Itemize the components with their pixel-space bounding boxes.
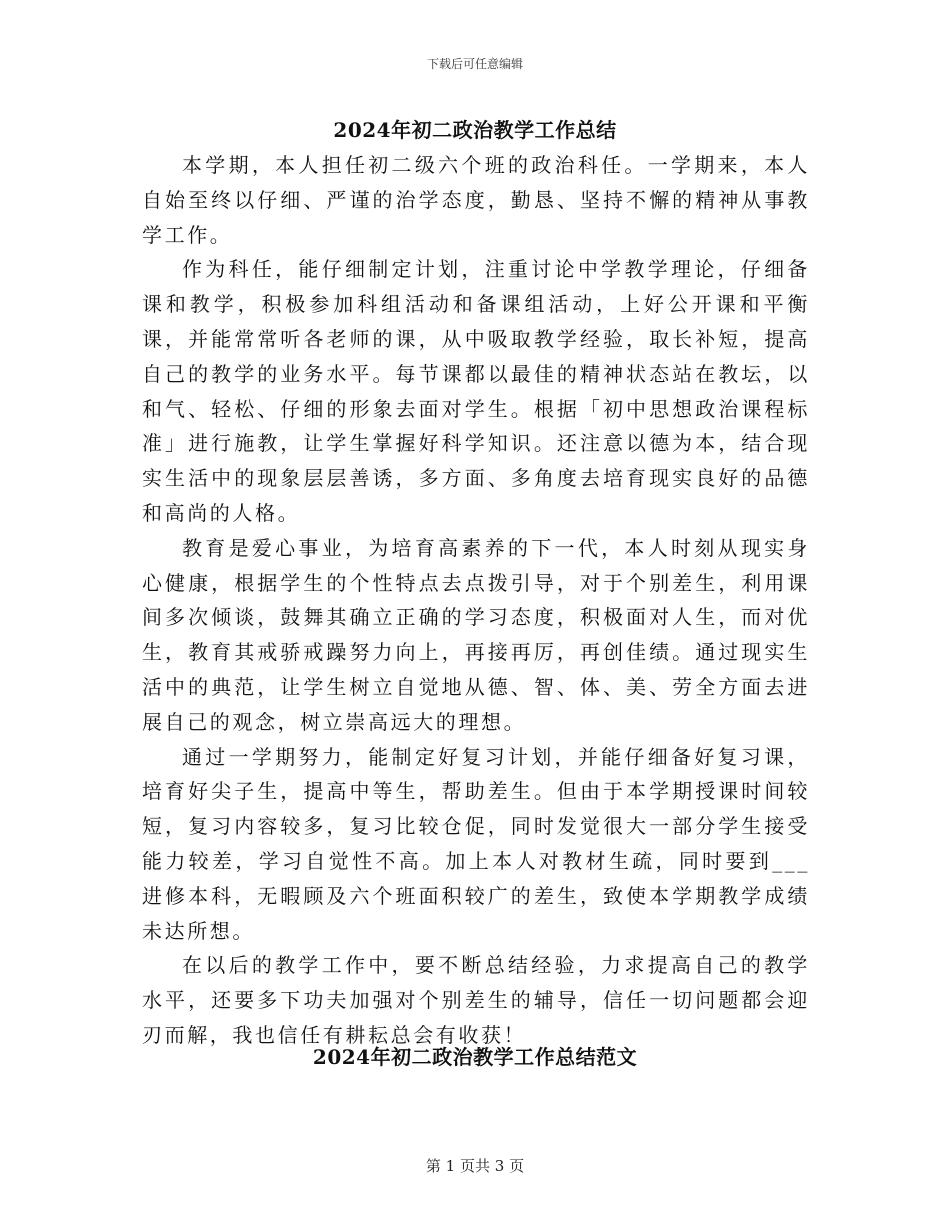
document-title: 2024年初二政治教学工作总结 xyxy=(333,118,617,142)
paragraph-5: 在以后的教学工作中，要不断总结经验，力求提高自己的教学水平，还要多下功夫加强对个别差生的辅导，信任一切问题都会迎刃而解，我也信任有耕耘总会有收获！ xyxy=(142,953,810,1047)
paragraph-3: 教育是爱心事业，为培育高素养的下一代，本人时刻从现实身心健康，根据学生的个性特点去点拨引导，对于个别差生，利用课间多次倾谈，鼓舞其确立正确的学习态度，积极面对人生，而对优生，教育其戒骄戒躁努力向上，再接再厉，再创佳绩。通过现实生活中的典范，让学生树立自觉地从德、智、体、美、劳全方面去进展自己的观念，树立崇高远大的理想。 xyxy=(142,535,810,734)
document-body xyxy=(142,148,810,1053)
next-section-title: 2024年初二政治教学工作总结范文 xyxy=(312,1045,638,1069)
paragraph-1: 本学期，本人担任初二级六个班的政治科任。一学期来，本人自始至终以仔细、严谨的治学态度，勤恳、坚持不懈的精神从事教学工作。 xyxy=(142,153,810,247)
paragraph-4: 通过一学期努力，能制定好复习计划，并能仔细备好复习课，培育好尖子生，提高中等生，帮助差生。但由于本学期授课时间较短，复习内容较多，复习比较仓促，同时发觉很大一部分学生接受能力较差，学习自觉性不高。加上本人对教材生疏，同时要到___进修本科，无暇顾及六个班面积较广的差生，致使本学期教学成绩未达所想。 xyxy=(142,744,810,943)
paragraph-2: 作为科任，能仔细制定计划，注重讨论中学教学理论，仔细备课和教学，积极参加科组活动和备课组活动，上好公开课和平衡课，并能常常听各老师的课，从中吸取教学经验，取长补短，提高自己的教学的业务水平。每节课都以最佳的精神状态站在教坛，以和气、轻松、仔细的形象去面对学生。根据「初中思想政治课程标准」进行施教，让学生掌握好科学知识。还注意以德为本，结合现实生活中的现象层层善诱，多方面、多角度去培育现实良好的品德和高尚的人格。 xyxy=(142,257,810,525)
header-note: 下载后可任意编辑 xyxy=(426,57,523,71)
page-number: 第 1 页共 3 页 xyxy=(425,1157,525,1175)
